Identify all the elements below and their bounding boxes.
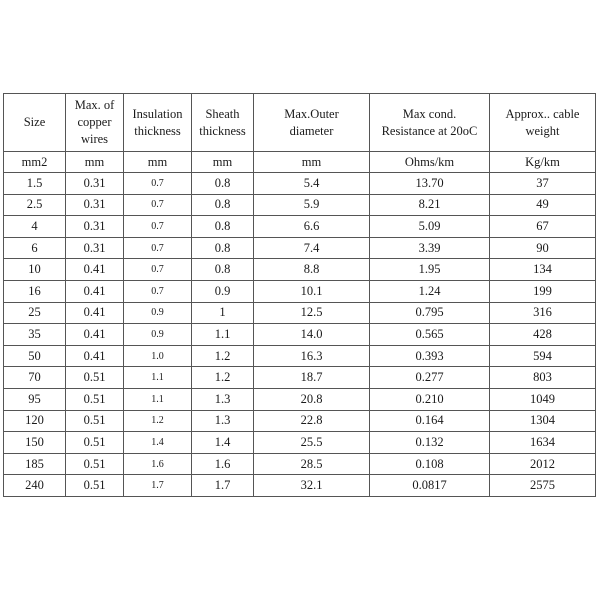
unit-insulation: mm	[124, 152, 192, 173]
cell-sheath: 1	[192, 302, 254, 324]
table-row	[4, 324, 596, 346]
cell-weight: 803	[490, 367, 596, 389]
cell-weight: 2575	[490, 475, 596, 497]
cell-copper-wires: 0.41	[66, 280, 124, 302]
cell-copper-wires: 0.51	[66, 410, 124, 432]
cell-size: 10	[4, 259, 66, 281]
unit-sheath: mm	[192, 152, 254, 173]
cell-copper-wires: 0.31	[66, 173, 124, 195]
header-max-cond-resistance: Max cond. Resistance at 20oC	[370, 94, 490, 152]
unit-resistance: Ohms/km	[370, 152, 490, 173]
cell-sheath: 0.9	[192, 280, 254, 302]
cell-resistance: 13.70	[370, 173, 490, 195]
header-max-copper-wires: Max. of copper wires	[66, 94, 124, 152]
cell-size: 4	[4, 216, 66, 238]
table-row	[4, 345, 596, 367]
cell-copper-wires: 0.51	[66, 367, 124, 389]
cell-copper-wires: 0.51	[66, 432, 124, 454]
cell-outer-diameter: 16.3	[254, 345, 370, 367]
cell-weight: 49	[490, 194, 596, 216]
header-max-outer-diameter: Max.Outer diameter	[254, 94, 370, 152]
header-row	[4, 94, 596, 152]
table-row	[4, 410, 596, 432]
header-sheath-thickness: Sheath thickness	[192, 94, 254, 152]
cell-resistance: 5.09	[370, 216, 490, 238]
cell-resistance: 1.24	[370, 280, 490, 302]
cell-size: 2.5	[4, 194, 66, 216]
cell-size: 35	[4, 324, 66, 346]
cell-weight: 2012	[490, 453, 596, 475]
cell-weight: 134	[490, 259, 596, 281]
cell-copper-wires: 0.31	[66, 237, 124, 259]
cell-insulation: 0.7	[124, 216, 192, 238]
cell-size: 240	[4, 475, 66, 497]
cell-outer-diameter: 25.5	[254, 432, 370, 454]
cell-sheath: 1.6	[192, 453, 254, 475]
table-row	[4, 475, 596, 497]
cell-outer-diameter: 8.8	[254, 259, 370, 281]
table-row	[4, 237, 596, 259]
header-approx-cable-weight: Approx.. cable weight	[490, 94, 596, 152]
cell-weight: 1304	[490, 410, 596, 432]
table-row	[4, 432, 596, 454]
table-body	[4, 173, 596, 497]
cell-insulation: 0.7	[124, 259, 192, 281]
cell-insulation: 0.7	[124, 194, 192, 216]
cell-resistance: 0.795	[370, 302, 490, 324]
cell-insulation: 1.6	[124, 453, 192, 475]
cell-size: 120	[4, 410, 66, 432]
cell-insulation: 0.7	[124, 237, 192, 259]
cell-sheath: 0.8	[192, 173, 254, 195]
table-row	[4, 194, 596, 216]
cell-resistance: 0.108	[370, 453, 490, 475]
cell-resistance: 0.210	[370, 388, 490, 410]
header-size: Size	[4, 94, 66, 152]
cell-resistance: 0.565	[370, 324, 490, 346]
cell-copper-wires: 0.41	[66, 345, 124, 367]
cell-size: 70	[4, 367, 66, 389]
units-row	[4, 152, 596, 173]
cell-weight: 37	[490, 173, 596, 195]
cell-resistance: 0.164	[370, 410, 490, 432]
cell-outer-diameter: 10.1	[254, 280, 370, 302]
cell-weight: 316	[490, 302, 596, 324]
cell-outer-diameter: 18.7	[254, 367, 370, 389]
cell-size: 6	[4, 237, 66, 259]
cell-sheath: 1.2	[192, 345, 254, 367]
cell-resistance: 0.0817	[370, 475, 490, 497]
cell-weight: 1049	[490, 388, 596, 410]
cell-outer-diameter: 12.5	[254, 302, 370, 324]
table-row	[4, 173, 596, 195]
cell-weight: 594	[490, 345, 596, 367]
cell-outer-diameter: 20.8	[254, 388, 370, 410]
cell-size: 25	[4, 302, 66, 324]
cell-weight: 1634	[490, 432, 596, 454]
header-insulation-thickness: Insulation thickness	[124, 94, 192, 152]
cell-resistance: 1.95	[370, 259, 490, 281]
unit-copper-wires: mm	[66, 152, 124, 173]
table-row	[4, 367, 596, 389]
cell-outer-diameter: 5.4	[254, 173, 370, 195]
cell-copper-wires: 0.51	[66, 475, 124, 497]
cell-outer-diameter: 32.1	[254, 475, 370, 497]
cell-sheath: 0.8	[192, 194, 254, 216]
unit-weight: Kg/km	[490, 152, 596, 173]
cell-copper-wires: 0.41	[66, 259, 124, 281]
cell-copper-wires: 0.41	[66, 302, 124, 324]
cell-resistance: 3.39	[370, 237, 490, 259]
unit-outer-diameter: mm	[254, 152, 370, 173]
cell-sheath: 0.8	[192, 259, 254, 281]
cell-size: 16	[4, 280, 66, 302]
cell-outer-diameter: 6.6	[254, 216, 370, 238]
cell-sheath: 0.8	[192, 237, 254, 259]
cell-outer-diameter: 14.0	[254, 324, 370, 346]
cell-size: 150	[4, 432, 66, 454]
cell-size: 50	[4, 345, 66, 367]
cell-insulation: 1.4	[124, 432, 192, 454]
cell-weight: 428	[490, 324, 596, 346]
cell-insulation: 1.1	[124, 367, 192, 389]
cell-insulation: 1.1	[124, 388, 192, 410]
cell-copper-wires: 0.51	[66, 388, 124, 410]
cell-sheath: 1.3	[192, 388, 254, 410]
cell-weight: 199	[490, 280, 596, 302]
cell-size: 95	[4, 388, 66, 410]
cell-copper-wires: 0.41	[66, 324, 124, 346]
cell-weight: 67	[490, 216, 596, 238]
unit-size: mm2	[4, 152, 66, 173]
cell-weight: 90	[490, 237, 596, 259]
cell-outer-diameter: 28.5	[254, 453, 370, 475]
cell-insulation: 1.2	[124, 410, 192, 432]
cell-sheath: 1.3	[192, 410, 254, 432]
table-row	[4, 280, 596, 302]
cell-outer-diameter: 5.9	[254, 194, 370, 216]
table-row	[4, 453, 596, 475]
table-row	[4, 216, 596, 238]
table-row	[4, 259, 596, 281]
table-row	[4, 388, 596, 410]
cell-resistance: 8.21	[370, 194, 490, 216]
cell-insulation: 1.7	[124, 475, 192, 497]
cell-outer-diameter: 7.4	[254, 237, 370, 259]
cell-sheath: 1.1	[192, 324, 254, 346]
cell-resistance: 0.393	[370, 345, 490, 367]
cell-resistance: 0.277	[370, 367, 490, 389]
cable-spec-table	[3, 93, 596, 497]
cell-copper-wires: 0.31	[66, 216, 124, 238]
table-row	[4, 302, 596, 324]
cell-sheath: 1.2	[192, 367, 254, 389]
cell-insulation: 0.9	[124, 302, 192, 324]
cell-sheath: 0.8	[192, 216, 254, 238]
cell-size: 185	[4, 453, 66, 475]
cell-copper-wires: 0.51	[66, 453, 124, 475]
cell-outer-diameter: 22.8	[254, 410, 370, 432]
cell-insulation: 0.7	[124, 173, 192, 195]
cell-insulation: 1.0	[124, 345, 192, 367]
cell-size: 1.5	[4, 173, 66, 195]
cell-resistance: 0.132	[370, 432, 490, 454]
cell-insulation: 0.7	[124, 280, 192, 302]
cell-sheath: 1.4	[192, 432, 254, 454]
cell-copper-wires: 0.31	[66, 194, 124, 216]
cell-sheath: 1.7	[192, 475, 254, 497]
cell-insulation: 0.9	[124, 324, 192, 346]
